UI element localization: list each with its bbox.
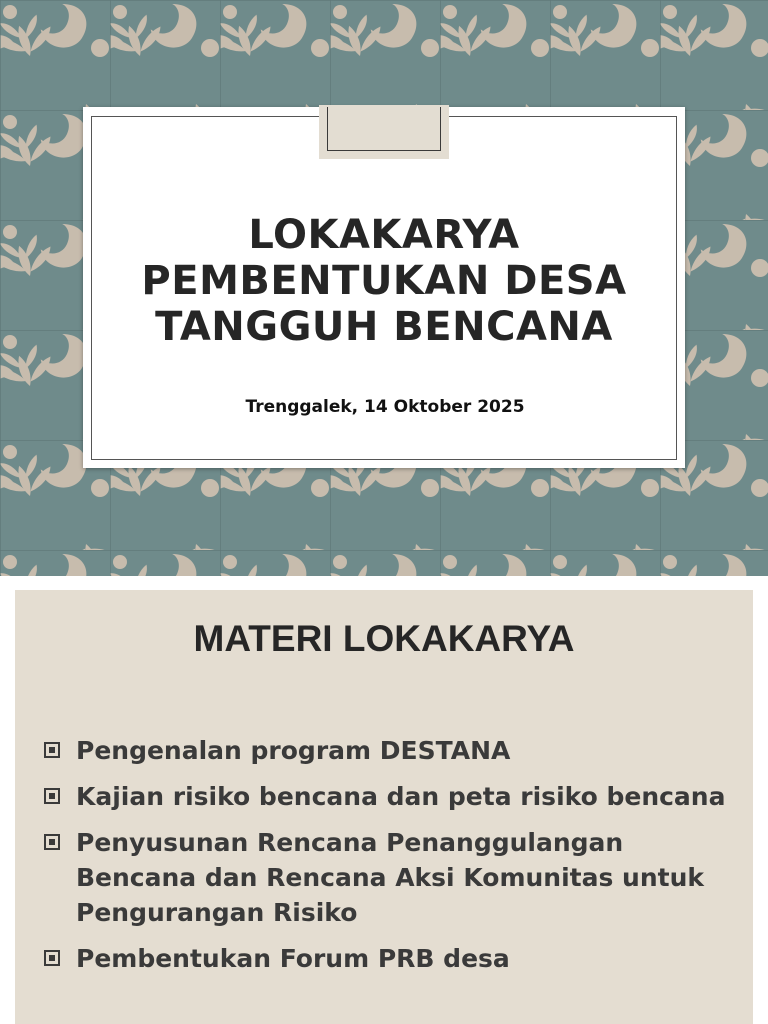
list-item-text: Kajian risiko bencana dan peta risiko bencana (76, 782, 726, 811)
list-item (41, 779, 731, 814)
materi-list (41, 733, 731, 987)
decorative-tab (319, 105, 449, 159)
list-item-text: Pengenalan program DESTANA (76, 736, 511, 765)
title-line-2: PEMBENTUKAN DESA (141, 258, 627, 304)
materi-heading: MATERI LOKAKARYA (193, 618, 575, 659)
title-line-3: TANGGUH BENCANA (155, 304, 613, 350)
square-bullet-icon (44, 788, 60, 804)
slide-title (83, 212, 685, 350)
title-line-1: LOKAKARYA (248, 212, 520, 258)
list-item (41, 733, 731, 768)
square-bullet-icon (44, 742, 60, 758)
list-item (41, 941, 731, 976)
title-card (83, 107, 685, 468)
list-item-text: Penyusunan Rencana Penanggulangan Bencana dan Rencana Aksi Komunitas untuk Pengurangan Risiko (76, 828, 705, 927)
list-item-text: Pembentukan Forum PRB desa (76, 944, 510, 973)
list-item (41, 825, 731, 930)
square-bullet-icon (44, 950, 60, 966)
materi-slide (15, 590, 753, 1024)
slide-subtitle: Trenggalek, 14 Oktober 2025 (245, 397, 525, 417)
square-bullet-icon (44, 834, 60, 850)
